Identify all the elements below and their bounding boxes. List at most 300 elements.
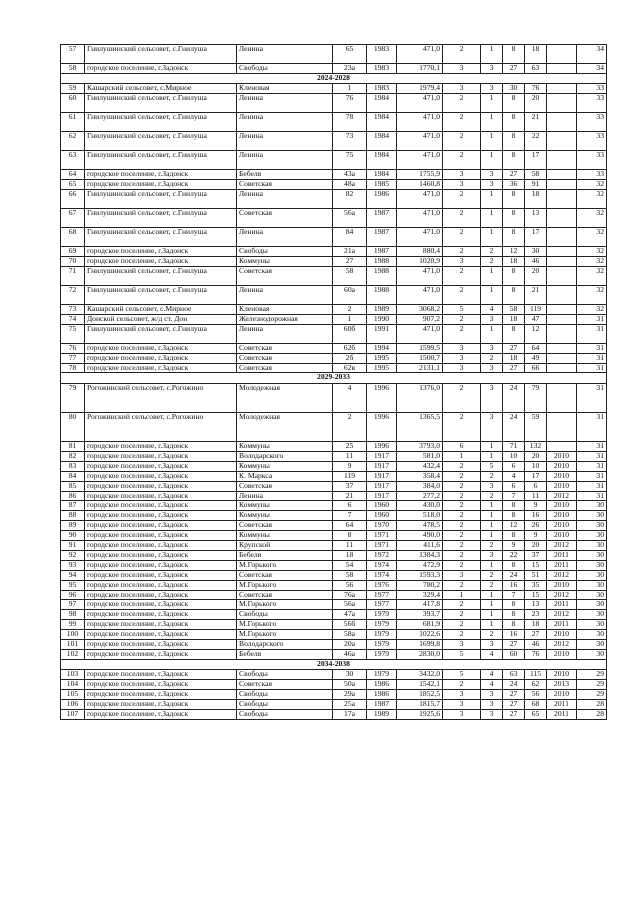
street-cell: Коммуны bbox=[237, 531, 333, 541]
row-number: 86 bbox=[61, 491, 85, 501]
entrances-cell: 2 bbox=[481, 580, 503, 590]
residents-cell: 18 bbox=[525, 190, 547, 209]
table-row bbox=[61, 209, 607, 228]
entrances-cell: 2 bbox=[481, 257, 503, 267]
residents-cell: 56 bbox=[525, 690, 547, 700]
apartments-cell: 8 bbox=[503, 531, 525, 541]
row-number: 60 bbox=[61, 94, 85, 113]
priority-cell: 30 bbox=[577, 630, 607, 640]
residents-cell: 15 bbox=[525, 590, 547, 600]
table-row bbox=[61, 501, 607, 511]
house-number-cell: 56б bbox=[333, 620, 367, 630]
house-number-cell: 1 bbox=[333, 314, 367, 324]
row-number: 102 bbox=[61, 650, 85, 660]
entrances-cell: 2 bbox=[481, 541, 503, 551]
entrances-cell: 4 bbox=[481, 304, 503, 314]
floors-cell: 2 bbox=[443, 285, 481, 304]
residents-cell: 51 bbox=[525, 570, 547, 580]
row-number: 88 bbox=[61, 511, 85, 521]
municipality-cell: Гнилушинский сельсовет, с.Гнилуша bbox=[85, 285, 237, 304]
table-row bbox=[61, 383, 607, 412]
table-row bbox=[61, 113, 607, 132]
last-repair-year-cell bbox=[547, 180, 577, 190]
row-number: 72 bbox=[61, 285, 85, 304]
floors-cell: 3 bbox=[443, 690, 481, 700]
floors-cell: 2 bbox=[443, 620, 481, 630]
row-number: 94 bbox=[61, 570, 85, 580]
build-year-cell: 1986 bbox=[367, 690, 397, 700]
priority-cell: 28 bbox=[577, 700, 607, 710]
last-repair-year-cell bbox=[547, 383, 577, 412]
priority-cell: 32 bbox=[577, 304, 607, 314]
apartments-cell: 8 bbox=[503, 94, 525, 113]
residents-cell: 35 bbox=[525, 580, 547, 590]
priority-cell: 31 bbox=[577, 363, 607, 373]
row-number: 103 bbox=[61, 670, 85, 680]
priority-cell: 33 bbox=[577, 113, 607, 132]
house-number-cell: 9 bbox=[333, 461, 367, 471]
street-cell: М.Горького bbox=[237, 580, 333, 590]
entrances-cell: 1 bbox=[481, 451, 503, 461]
last-repair-year-cell: 2010 bbox=[547, 521, 577, 531]
build-year-cell: 1979 bbox=[367, 630, 397, 640]
area-cell: 1699,8 bbox=[397, 640, 443, 650]
row-number: 104 bbox=[61, 680, 85, 690]
floors-cell: 2 bbox=[443, 314, 481, 324]
period-header: 2034-2038 bbox=[61, 659, 607, 670]
floors-cell: 3 bbox=[443, 180, 481, 190]
area-cell: 471,0 bbox=[397, 209, 443, 228]
street-cell: Свободы bbox=[237, 610, 333, 620]
house-number-cell: 62в bbox=[333, 363, 367, 373]
municipality-cell: городское поселение, г.Задонск bbox=[85, 680, 237, 690]
period-header: 2029-2033 bbox=[61, 373, 607, 384]
last-repair-year-cell bbox=[547, 363, 577, 373]
street-cell: Володарского bbox=[237, 451, 333, 461]
residents-cell: 119 bbox=[525, 304, 547, 314]
build-year-cell: 1977 bbox=[367, 590, 397, 600]
entrances-cell: 1 bbox=[481, 590, 503, 600]
area-cell: 471,0 bbox=[397, 151, 443, 170]
area-cell: 880,4 bbox=[397, 247, 443, 257]
last-repair-year-cell: 2010 bbox=[547, 461, 577, 471]
area-cell: 3068,2 bbox=[397, 304, 443, 314]
apartments-cell: 27 bbox=[503, 363, 525, 373]
residents-cell: 27 bbox=[525, 630, 547, 640]
table-row bbox=[61, 285, 607, 304]
build-year-cell: 1979 bbox=[367, 640, 397, 650]
floors-cell: 2 bbox=[443, 541, 481, 551]
last-repair-year-cell: 2012 bbox=[547, 610, 577, 620]
table-row bbox=[61, 570, 607, 580]
apartments-cell: 22 bbox=[503, 550, 525, 560]
apartments-cell: 8 bbox=[503, 45, 525, 64]
residents-cell: 58 bbox=[525, 170, 547, 180]
floors-cell: 3 bbox=[443, 257, 481, 267]
apartments-cell: 27 bbox=[503, 710, 525, 720]
house-number-cell: 78 bbox=[333, 113, 367, 132]
municipality-cell: городское поселение, г.Задонск bbox=[85, 64, 237, 74]
area-cell: 471,0 bbox=[397, 228, 443, 247]
area-cell: 2131,1 bbox=[397, 363, 443, 373]
entrances-cell: 1 bbox=[481, 511, 503, 521]
build-year-cell: 1988 bbox=[367, 266, 397, 285]
priority-cell: 30 bbox=[577, 610, 607, 620]
build-year-cell: 1986 bbox=[367, 680, 397, 690]
area-cell: 1542,1 bbox=[397, 680, 443, 690]
priority-cell: 30 bbox=[577, 550, 607, 560]
last-repair-year-cell: 2010 bbox=[547, 501, 577, 511]
table-row bbox=[61, 491, 607, 501]
floors-cell: 2 bbox=[443, 680, 481, 690]
apartments-cell: 8 bbox=[503, 209, 525, 228]
last-repair-year-cell: 2010 bbox=[547, 690, 577, 700]
entrances-cell: 1 bbox=[481, 324, 503, 343]
street-cell: Советская bbox=[237, 209, 333, 228]
row-number: 75 bbox=[61, 324, 85, 343]
last-repair-year-cell bbox=[547, 45, 577, 64]
area-cell: 472,9 bbox=[397, 560, 443, 570]
priority-cell: 30 bbox=[577, 521, 607, 531]
house-number-cell: 82 bbox=[333, 190, 367, 209]
table-row bbox=[61, 190, 607, 209]
priority-cell: 29 bbox=[577, 690, 607, 700]
area-cell: 1384,3 bbox=[397, 550, 443, 560]
row-number: 95 bbox=[61, 580, 85, 590]
residents-cell: 18 bbox=[525, 45, 547, 64]
area-cell: 1022,6 bbox=[397, 630, 443, 640]
house-number-cell: 2б bbox=[333, 353, 367, 363]
street-cell: Коммуны bbox=[237, 461, 333, 471]
entrances-cell: 1 bbox=[481, 132, 503, 151]
area-cell: 1852,5 bbox=[397, 690, 443, 700]
area-cell: 471,0 bbox=[397, 94, 443, 113]
street-cell: Советская bbox=[237, 570, 333, 580]
build-year-cell: 1986 bbox=[367, 190, 397, 209]
build-year-cell: 1987 bbox=[367, 700, 397, 710]
priority-cell: 30 bbox=[577, 640, 607, 650]
table-row bbox=[61, 511, 607, 521]
street-cell: Свободы bbox=[237, 64, 333, 74]
build-year-cell: 1995 bbox=[367, 363, 397, 373]
area-cell: 1770,1 bbox=[397, 64, 443, 74]
floors-cell: 2 bbox=[443, 521, 481, 531]
municipality-cell: Гнилушинский сельсовет, с.Гнилуша bbox=[85, 94, 237, 113]
municipality-cell: городское поселение, г.Задонск bbox=[85, 640, 237, 650]
row-number: 77 bbox=[61, 353, 85, 363]
house-number-cell: 2 bbox=[333, 304, 367, 314]
entrances-cell: 3 bbox=[481, 170, 503, 180]
entrances-cell: 2 bbox=[481, 570, 503, 580]
build-year-cell: 1987 bbox=[367, 228, 397, 247]
floors-cell: 2 bbox=[443, 461, 481, 471]
table-row bbox=[61, 600, 607, 610]
entrances-cell: 3 bbox=[481, 481, 503, 491]
housing-repair-table bbox=[60, 44, 607, 720]
entrances-cell: 1 bbox=[481, 151, 503, 170]
house-number-cell: 8 bbox=[333, 531, 367, 541]
last-repair-year-cell: 2010 bbox=[547, 511, 577, 521]
municipality-cell: городское поселение, г.Задонск bbox=[85, 560, 237, 570]
entrances-cell: 3 bbox=[481, 710, 503, 720]
floors-cell: 5 bbox=[443, 670, 481, 680]
document-page bbox=[60, 44, 606, 720]
table-row bbox=[61, 640, 607, 650]
residents-cell: 10 bbox=[525, 461, 547, 471]
table-row bbox=[61, 64, 607, 74]
build-year-cell: 1979 bbox=[367, 670, 397, 680]
house-number-cell: 84 bbox=[333, 228, 367, 247]
table-row bbox=[61, 314, 607, 324]
last-repair-year-cell bbox=[547, 94, 577, 113]
priority-cell: 33 bbox=[577, 132, 607, 151]
area-cell: 3793,0 bbox=[397, 441, 443, 451]
apartments-cell: 27 bbox=[503, 700, 525, 710]
build-year-cell: 1977 bbox=[367, 600, 397, 610]
street-cell: Советская bbox=[237, 521, 333, 531]
priority-cell: 32 bbox=[577, 257, 607, 267]
apartments-cell: 4 bbox=[503, 471, 525, 481]
apartments-cell: 8 bbox=[503, 324, 525, 343]
residents-cell: 26 bbox=[525, 521, 547, 531]
house-number-cell: 60а bbox=[333, 285, 367, 304]
table-row bbox=[61, 412, 607, 441]
municipality-cell: городское поселение, г.Задонск bbox=[85, 491, 237, 501]
apartments-cell: 8 bbox=[503, 501, 525, 511]
apartments-cell: 8 bbox=[503, 132, 525, 151]
street-cell: Ленина bbox=[237, 45, 333, 64]
table-row bbox=[61, 481, 607, 491]
table-row bbox=[61, 710, 607, 720]
house-number-cell: 65 bbox=[333, 45, 367, 64]
entrances-cell: 1 bbox=[481, 113, 503, 132]
house-number-cell: 1 bbox=[333, 84, 367, 94]
period-header-row bbox=[61, 73, 607, 84]
entrances-cell: 4 bbox=[481, 670, 503, 680]
row-number: 65 bbox=[61, 180, 85, 190]
build-year-cell: 1983 bbox=[367, 45, 397, 64]
priority-cell: 34 bbox=[577, 64, 607, 74]
table-row bbox=[61, 451, 607, 461]
build-year-cell: 1991 bbox=[367, 324, 397, 343]
area-cell: 471,0 bbox=[397, 324, 443, 343]
municipality-cell: городское поселение, г.Задонск bbox=[85, 353, 237, 363]
floors-cell: 2 bbox=[443, 247, 481, 257]
last-repair-year-cell bbox=[547, 343, 577, 353]
house-number-cell: 23а bbox=[333, 64, 367, 74]
street-cell: Советская bbox=[237, 343, 333, 353]
build-year-cell: 1988 bbox=[367, 285, 397, 304]
floors-cell: 1 bbox=[443, 590, 481, 600]
table-row bbox=[61, 228, 607, 247]
last-repair-year-cell bbox=[547, 64, 577, 74]
municipality-cell: городское поселение, г.Задонск bbox=[85, 700, 237, 710]
entrances-cell: 3 bbox=[481, 343, 503, 353]
table-row bbox=[61, 690, 607, 700]
priority-cell: 30 bbox=[577, 541, 607, 551]
floors-cell: 2 bbox=[443, 511, 481, 521]
priority-cell: 31 bbox=[577, 343, 607, 353]
street-cell: Советская bbox=[237, 266, 333, 285]
floors-cell: 2 bbox=[443, 471, 481, 481]
residents-cell: 11 bbox=[525, 491, 547, 501]
priority-cell: 32 bbox=[577, 180, 607, 190]
residents-cell: 6 bbox=[525, 481, 547, 491]
area-cell: 1460,8 bbox=[397, 180, 443, 190]
municipality-cell: Гнилушинский сельсовет, с.Гнилуша bbox=[85, 113, 237, 132]
house-number-cell: 17а bbox=[333, 710, 367, 720]
priority-cell: 32 bbox=[577, 247, 607, 257]
municipality-cell: городское поселение, г.Задонск bbox=[85, 710, 237, 720]
table-row bbox=[61, 304, 607, 314]
priority-cell: 29 bbox=[577, 680, 607, 690]
floors-cell: 2 bbox=[443, 383, 481, 412]
apartments-cell: 24 bbox=[503, 570, 525, 580]
residents-cell: 46 bbox=[525, 257, 547, 267]
priority-cell: 33 bbox=[577, 84, 607, 94]
table-row bbox=[61, 353, 607, 363]
apartments-cell: 8 bbox=[503, 266, 525, 285]
area-cell: 471,0 bbox=[397, 285, 443, 304]
priority-cell: 30 bbox=[577, 650, 607, 660]
priority-cell: 30 bbox=[577, 570, 607, 580]
apartments-cell: 16 bbox=[503, 630, 525, 640]
area-cell: 490,0 bbox=[397, 531, 443, 541]
house-number-cell: 48а bbox=[333, 180, 367, 190]
area-cell: 277,2 bbox=[397, 491, 443, 501]
municipality-cell: городское поселение, г.Задонск bbox=[85, 610, 237, 620]
table-row bbox=[61, 550, 607, 560]
street-cell: М.Горького bbox=[237, 620, 333, 630]
house-number-cell: 64 bbox=[333, 521, 367, 531]
floors-cell: 3 bbox=[443, 84, 481, 94]
priority-cell: 31 bbox=[577, 383, 607, 412]
row-number: 93 bbox=[61, 560, 85, 570]
area-cell: 907,2 bbox=[397, 314, 443, 324]
row-number: 66 bbox=[61, 190, 85, 209]
municipality-cell: Гнилушинский сельсовет, с.Гнилуша bbox=[85, 190, 237, 209]
build-year-cell: 1989 bbox=[367, 710, 397, 720]
build-year-cell: 1996 bbox=[367, 441, 397, 451]
residents-cell: 65 bbox=[525, 710, 547, 720]
municipality-cell: Кашарский сельсовет, с.Мирное bbox=[85, 84, 237, 94]
residents-cell: 20 bbox=[525, 94, 547, 113]
residents-cell: 22 bbox=[525, 132, 547, 151]
house-number-cell: 7 bbox=[333, 511, 367, 521]
house-number-cell: 11 bbox=[333, 451, 367, 461]
residents-cell: 91 bbox=[525, 180, 547, 190]
floors-cell: 5 bbox=[443, 650, 481, 660]
row-number: 73 bbox=[61, 304, 85, 314]
apartments-cell: 24 bbox=[503, 680, 525, 690]
build-year-cell: 1971 bbox=[367, 531, 397, 541]
row-number: 63 bbox=[61, 151, 85, 170]
build-year-cell: 1984 bbox=[367, 94, 397, 113]
apartments-cell: 7 bbox=[503, 491, 525, 501]
house-number-cell: 47а bbox=[333, 610, 367, 620]
street-cell: Ленина bbox=[237, 491, 333, 501]
last-repair-year-cell bbox=[547, 190, 577, 209]
area-cell: 1979,4 bbox=[397, 84, 443, 94]
street-cell: Бебеля bbox=[237, 170, 333, 180]
priority-cell: 31 bbox=[577, 471, 607, 481]
floors-cell: 2 bbox=[443, 550, 481, 560]
row-number: 100 bbox=[61, 630, 85, 640]
residents-cell: 66 bbox=[525, 363, 547, 373]
floors-cell: 2 bbox=[443, 600, 481, 610]
row-number: 105 bbox=[61, 690, 85, 700]
municipality-cell: городское поселение, г.Задонск bbox=[85, 451, 237, 461]
residents-cell: 20 bbox=[525, 541, 547, 551]
entrances-cell: 3 bbox=[481, 383, 503, 412]
floors-cell: 2 bbox=[443, 630, 481, 640]
apartments-cell: 9 bbox=[503, 541, 525, 551]
municipality-cell: городское поселение, г.Задонск bbox=[85, 441, 237, 451]
floors-cell: 2 bbox=[443, 209, 481, 228]
entrances-cell: 1 bbox=[481, 94, 503, 113]
house-number-cell: 58 bbox=[333, 570, 367, 580]
house-number-cell: 21 bbox=[333, 491, 367, 501]
street-cell: Ленина bbox=[237, 324, 333, 343]
last-repair-year-cell bbox=[547, 304, 577, 314]
area-cell: 471,0 bbox=[397, 190, 443, 209]
row-number: 106 bbox=[61, 700, 85, 710]
apartments-cell: 63 bbox=[503, 670, 525, 680]
house-number-cell: 56а bbox=[333, 600, 367, 610]
priority-cell: 32 bbox=[577, 285, 607, 304]
period-header-row bbox=[61, 659, 607, 670]
last-repair-year-cell: 2010 bbox=[547, 531, 577, 541]
area-cell: 3432,0 bbox=[397, 670, 443, 680]
municipality-cell: Гнилушинский сельсовет, с.Гнилуша bbox=[85, 45, 237, 64]
house-number-cell: 27 bbox=[333, 257, 367, 267]
build-year-cell: 1979 bbox=[367, 650, 397, 660]
last-repair-year-cell: 2012 bbox=[547, 570, 577, 580]
last-repair-year-cell bbox=[547, 285, 577, 304]
apartments-cell: 6 bbox=[503, 481, 525, 491]
apartments-cell: 8 bbox=[503, 113, 525, 132]
row-number: 58 bbox=[61, 64, 85, 74]
area-cell: 1376,0 bbox=[397, 383, 443, 412]
municipality-cell: Гнилушинский сельсовет, с.Гнилуша bbox=[85, 228, 237, 247]
apartments-cell: 10 bbox=[503, 451, 525, 461]
municipality-cell: городское поселение, г.Задонск bbox=[85, 650, 237, 660]
house-number-cell: 20а bbox=[333, 640, 367, 650]
apartments-cell: 8 bbox=[503, 610, 525, 620]
area-cell: 471,0 bbox=[397, 45, 443, 64]
floors-cell: 2 bbox=[443, 531, 481, 541]
last-repair-year-cell: 2012 bbox=[547, 590, 577, 600]
area-cell: 478,5 bbox=[397, 521, 443, 531]
house-number-cell: 4 bbox=[333, 383, 367, 412]
street-cell: М.Горького bbox=[237, 600, 333, 610]
table-row bbox=[61, 343, 607, 353]
residents-cell: 15 bbox=[525, 560, 547, 570]
last-repair-year-cell bbox=[547, 84, 577, 94]
house-number-cell: 76а bbox=[333, 590, 367, 600]
build-year-cell: 1974 bbox=[367, 570, 397, 580]
floors-cell: 3 bbox=[443, 343, 481, 353]
street-cell: Крупской bbox=[237, 541, 333, 551]
last-repair-year-cell: 2012 bbox=[547, 491, 577, 501]
floors-cell: 6 bbox=[443, 441, 481, 451]
house-number-cell: 50а bbox=[333, 680, 367, 690]
municipality-cell: городское поселение, г.Задонск bbox=[85, 363, 237, 373]
table-row bbox=[61, 521, 607, 531]
street-cell: Свободы bbox=[237, 700, 333, 710]
build-year-cell: 1972 bbox=[367, 550, 397, 560]
last-repair-year-cell: 2010 bbox=[547, 670, 577, 680]
